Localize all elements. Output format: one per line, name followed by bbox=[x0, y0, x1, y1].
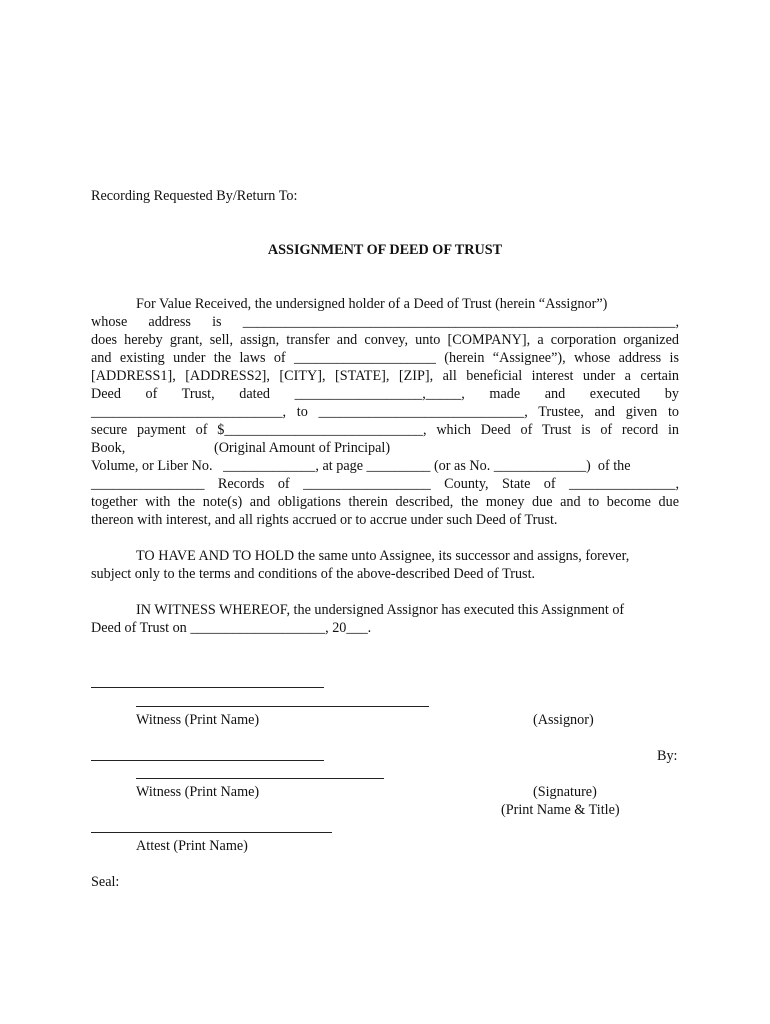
witness-2-name-line bbox=[136, 778, 384, 779]
witness-1-label: Witness (Print Name) bbox=[136, 712, 260, 728]
paragraph-line: IN WITNESS WHEREOF, the undersigned Assignor has executed this Assignment of bbox=[136, 602, 625, 618]
witness-2-label: Witness (Print Name) bbox=[136, 784, 260, 800]
seal-label: Seal: bbox=[91, 874, 120, 890]
witness-1-name-line bbox=[136, 706, 429, 707]
document-title: ASSIGNMENT OF DEED OF TRUST bbox=[267, 242, 503, 258]
paragraph-line: secure payment of $____________________________, which Deed of Trust is of record in bbox=[91, 422, 679, 438]
paragraph-line: does hereby grant, sell, assign, transfer and convey, unto [COMPANY], a corporation organized bbox=[91, 332, 679, 348]
print-name-title-label: (Print Name & Title) bbox=[501, 802, 620, 818]
paragraph-line: Deed of Trust on ___________________, 20___. bbox=[91, 620, 372, 636]
paragraph-line: whose address is _____________________________________________________________, bbox=[91, 314, 679, 330]
witness-2-signature-line bbox=[91, 760, 324, 761]
paragraph-line: ________________ Records of __________________ County, State of _______________, bbox=[91, 476, 679, 492]
witness-1-signature-line bbox=[91, 687, 324, 688]
recording-requested-label: Recording Requested By/Return To: bbox=[91, 188, 298, 204]
assignor-label: (Assignor) bbox=[533, 712, 594, 728]
paragraph-line: thereon with interest, and all rights accrued or to accrue under such Deed of Trust. bbox=[91, 512, 558, 528]
paragraph-line: Book, (Original Amount of Principal) bbox=[91, 440, 391, 456]
paragraph-line: together with the note(s) and obligations therein described, the money due and to become due bbox=[91, 494, 679, 510]
paragraph-line: Volume, or Liber No. _____________, at page _________ (or as No. _____________) of the bbox=[91, 458, 631, 474]
paragraph-line: TO HAVE AND TO HOLD the same unto Assignee, its successor and assigns, forever, bbox=[136, 548, 630, 564]
paragraph-line: subject only to the terms and conditions of the above-described Deed of Trust. bbox=[91, 566, 536, 582]
paragraph-line: For Value Received, the undersigned holder of a Deed of Trust (herein “Assignor”) bbox=[136, 296, 608, 312]
paragraph-line: ___________________________, to _____________________________, Trustee, and given to bbox=[91, 404, 679, 420]
paragraph-line: Deed of Trust, dated __________________,_____, made and executed by bbox=[91, 386, 679, 402]
paragraph-line: [ADDRESS1], [ADDRESS2], [CITY], [STATE], [ZIP], all beneficial interest under a certain bbox=[91, 368, 679, 384]
paragraph-line: and existing under the laws of ____________________ (herein “Assignee”), whose address is bbox=[91, 350, 679, 366]
signature-label: (Signature) bbox=[533, 784, 597, 800]
attest-label: Attest (Print Name) bbox=[136, 838, 248, 854]
attest-signature-line bbox=[91, 832, 332, 833]
by-label: By: bbox=[657, 748, 678, 764]
